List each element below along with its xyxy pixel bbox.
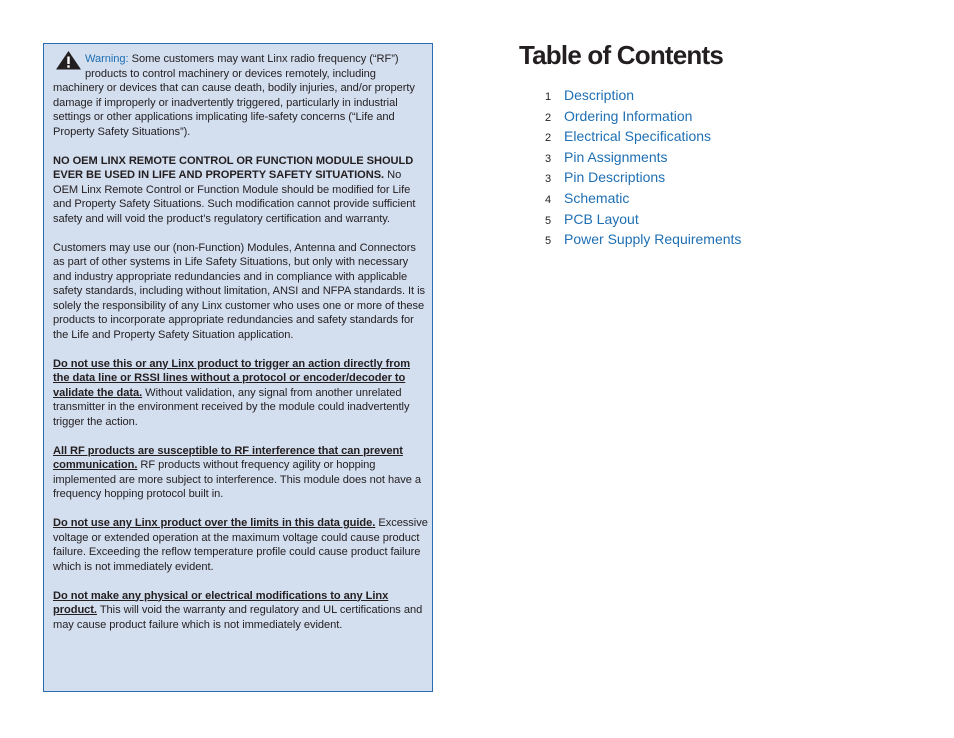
warning-paragraph-5 [53,444,429,502]
warning-p6-underlined: Do not use any Linx product over the limits in this data guide. [53,517,376,529]
warning-text [53,52,429,647]
toc-link-pin-descriptions[interactable]: Pin Descriptions [564,169,666,186]
toc-page-number: 3 [545,173,552,186]
toc-page-number: 4 [545,193,552,206]
warning-p5-text: RF products without frequency agility or hopping implemented are more subject to interference. This module does not have a frequency hopping protocol built in. [53,459,421,500]
toc-item-schematic[interactable] [545,190,741,211]
toc-item-power-supply-requirements[interactable] [545,231,741,252]
toc-page-number: 3 [545,152,552,165]
warning-p4-text: Without validation, any signal from another unrelated transmitter in the environment received by the module could inadvertently trigger the action. [53,386,410,428]
toc-item-ordering-information[interactable] [545,108,741,129]
warning-triangle-icon [55,50,82,70]
toc-link-electrical-specifications[interactable]: Electrical Specifications [564,128,712,145]
toc-page-number: 2 [545,111,552,124]
warning-paragraph-1 [53,52,429,139]
warning-box [43,43,433,692]
toc-item-pin-assignments[interactable] [545,149,741,170]
toc-link-schematic[interactable]: Schematic [564,189,630,206]
toc-page-number: 5 [545,235,552,248]
warning-paragraph-6 [53,516,429,574]
toc-link-power-supply-requirements[interactable]: Power Supply Requirements [564,231,742,248]
toc-page-number: 1 [545,91,552,103]
warning-p7-underlined: Do not make any physical or electrical modifications to any Linx product. [53,589,389,616]
warning-p1-text: Some customers may want Linx radio frequency (“RF”) products to control machinery or devices remotely, including machinery or devices that can cause death, bodily injuries, and/or property damage if improperly or inadvertently triggered, particularly in industrial settings or other applications implicating life-safety concerns (“Life and Property Safety Situations”). [53,53,415,138]
warning-paragraph-2 [53,154,429,227]
toc-link-pcb-layout[interactable]: PCB Layout [564,210,639,227]
toc-item-pcb-layout[interactable] [545,211,741,232]
toc-title: Table of Contents [519,40,724,70]
warning-p2-text: No OEM Linx Remote Control or Function Module should be modified for Life and Property Safety Situations. Such modification cannot provide sufficient safety and will void the product’s regulatory certification and warranty. [53,169,416,225]
warning-p6-text: Excessive voltage or extended operation at the maximum voltage could cause product failure. Exceeding the reflow temperature profile could cause product failure which is not immediately evident. [53,517,428,573]
warning-p5-underlined: All RF products are susceptible to RF interference that can prevent communication. [53,444,403,471]
warning-p7-text: This will void the warranty and regulatory and UL certifications and may cause product failure which is not immediately evident. [53,604,423,631]
warning-paragraph-4 [53,357,429,430]
warning-p4-underlined: Do not use this or any Linx product to trigger an action directly from the data line or RSSI lines without a protocol or encoder/decoder to validate the data. [53,357,411,399]
toc-link-ordering-information[interactable]: Ordering Information [564,107,693,124]
toc-item-electrical-specifications[interactable] [545,128,741,149]
warning-label: Warning: [85,53,129,65]
toc-page-number: 5 [545,214,552,227]
toc-item-pin-descriptions[interactable] [545,169,741,190]
warning-paragraph-3: Customers may use our (non-Function) Modules, Antenna and Connectors as part of other systems in Life Safety Situations, but only with necessary and industry appropriate redundancies and in compliance with applicable safety standards, including without limitation, ANSI and NFPA standards. It is solely the responsibility of any Linx customer who uses one or more of these products to incorporate appropriate redundancies and safety standards for the Life and Property Safety Situation application. [53,241,426,341]
toc-page-number: 2 [545,132,552,145]
toc-link-pin-assignments[interactable]: Pin Assignments [564,148,668,165]
toc-item-description[interactable] [545,87,741,108]
warning-paragraph-7 [53,589,429,633]
toc-list [545,87,741,252]
toc-link-description[interactable]: Description [564,87,635,103]
warning-p2-bold: NO OEM LINX REMOTE CONTROL OR FUNCTION MODULE SHOULD EVER BE USED IN LIFE AND PROPERTY SAFETY SITUATIONS. [53,154,414,181]
